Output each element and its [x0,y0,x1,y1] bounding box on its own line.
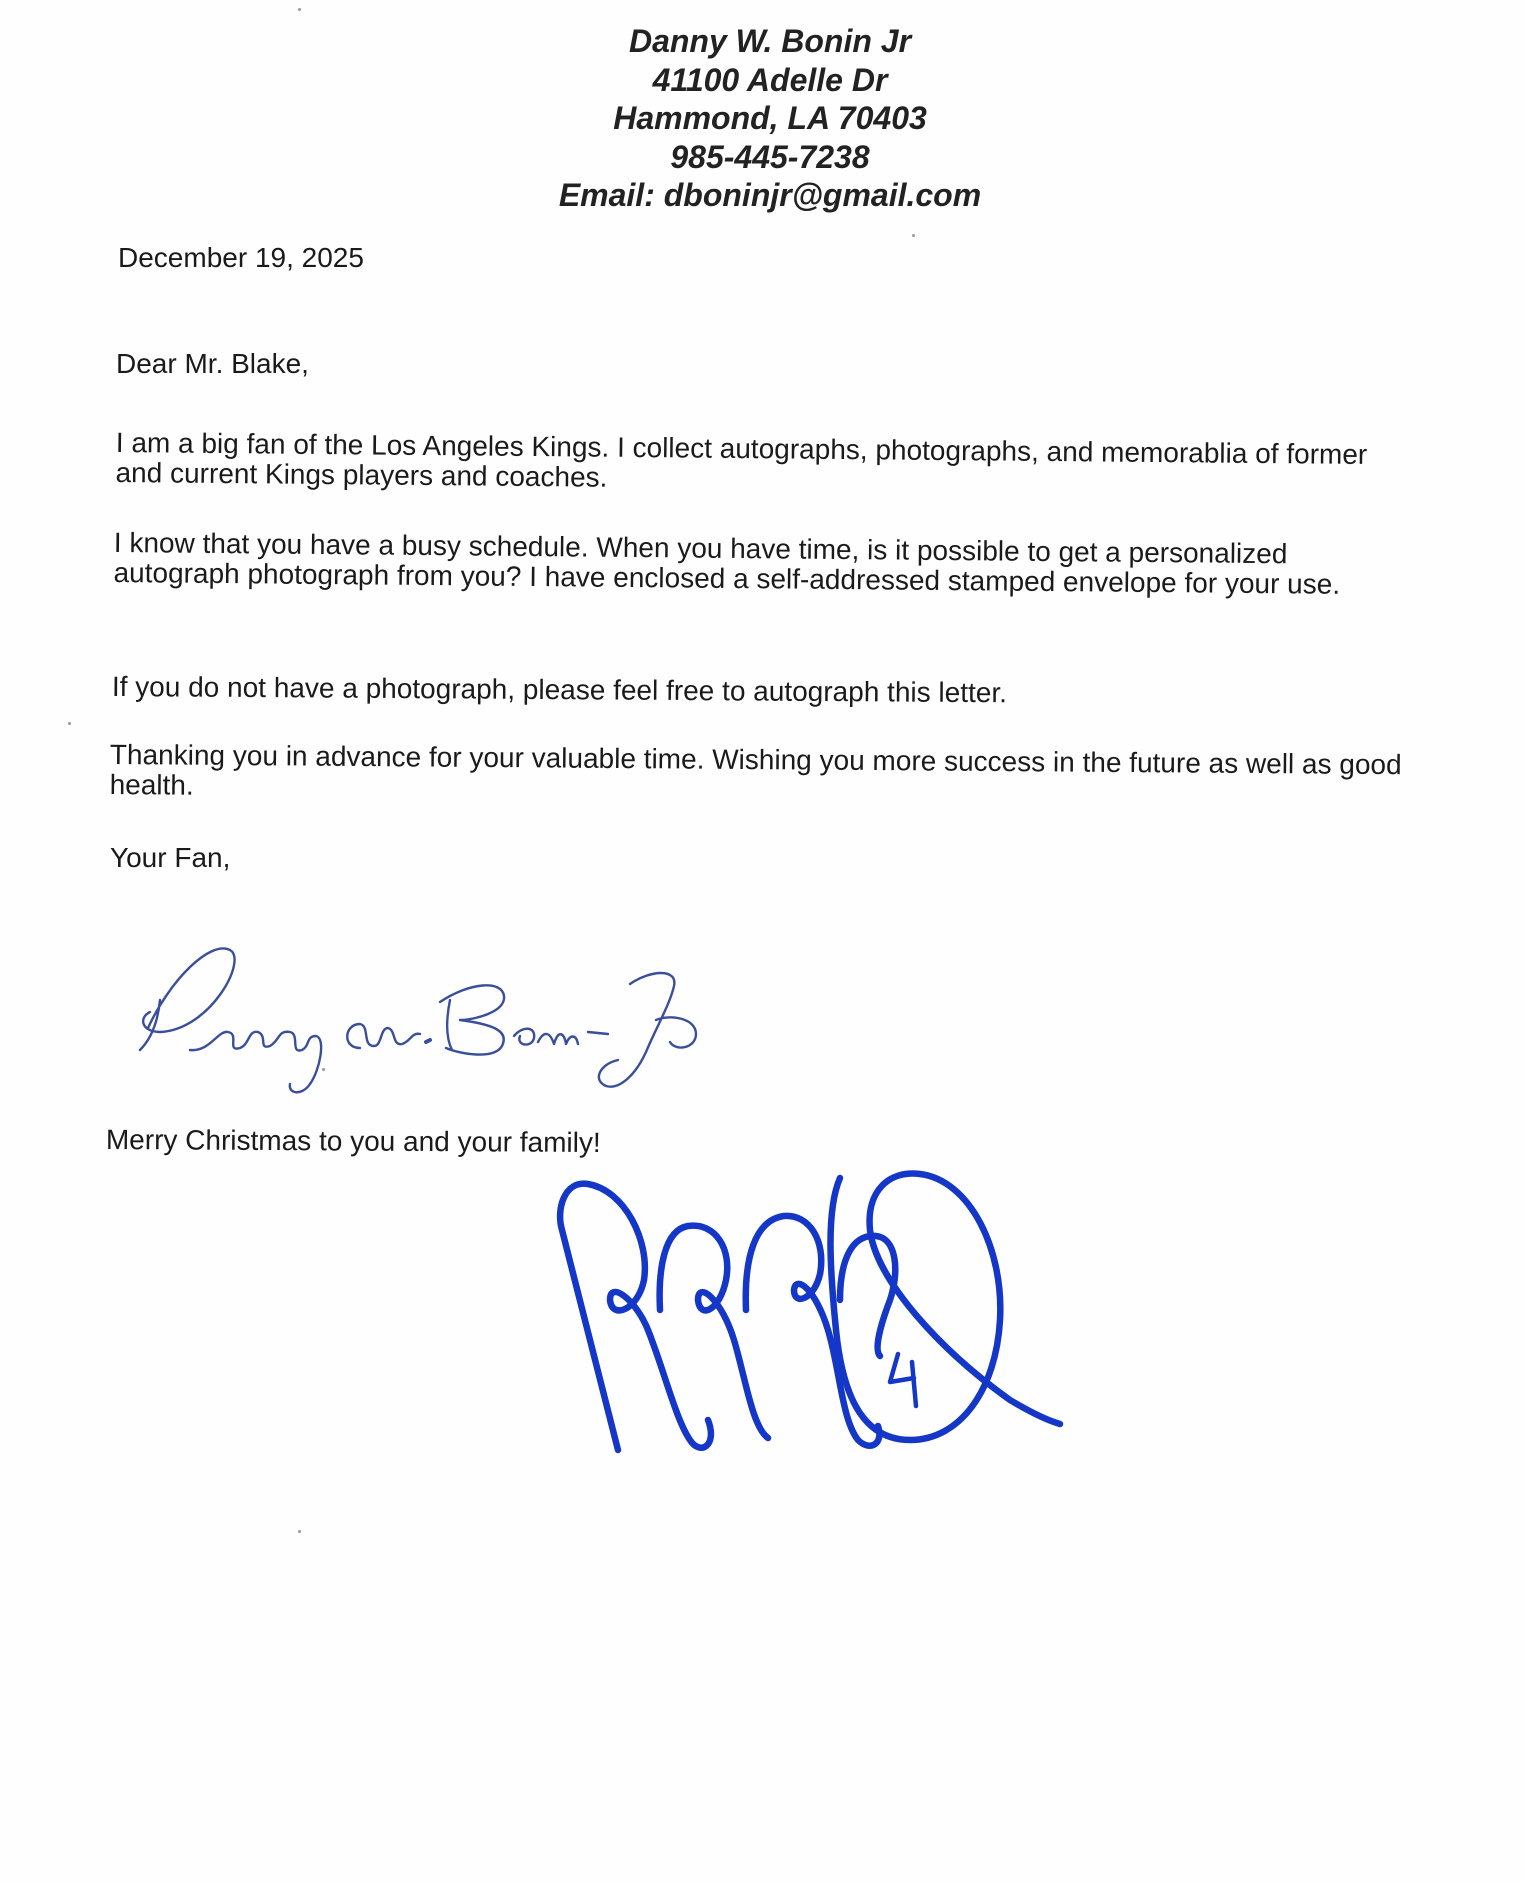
scan-speck [912,234,915,237]
christmas-greeting: Merry Christmas to you and your family! [105,1124,601,1159]
letter-date: December 19, 2025 [118,242,364,273]
paragraph-3: If you do not have a photograph, please feel free to autograph this letter. [111,671,1008,709]
scan-speck [322,1068,325,1071]
sender-phone: 985-445-7238 [670,138,870,175]
paragraph-2: I know that you have a busy schedule. When you have time, is it possible to get a personalized autograph photograph from you? I have enclosed a self-addressed stamped envelope for your use. [113,527,1341,600]
scan-speck [68,722,71,725]
paragraph-1: I am a big fan of the Los Angeles Kings. I collect autographs, photographs, and memorablia of former and current Kings players and coaches. [115,427,1368,493]
sender-street: 41100 Adelle Dr [652,61,888,98]
scan-speck [298,1530,301,1533]
salutation: Dear Mr. Blake, [116,348,309,379]
sender-city: Hammond, LA 70403 [613,100,927,136]
autograph-signature [540,1150,1100,1480]
sender-name: Danny W. Bonin Jr [628,23,912,59]
closing: Your Fan, [110,842,231,873]
sender-email: Email: dboninjr@gmail.com [558,177,982,213]
scan-speck [298,8,301,11]
paragraph-4: Thanking you in advance for your valuable time. Wishing you more success in the future as well as good health. [109,739,1402,801]
letterhead [0,22,1524,215]
sender-signature [130,920,730,1100]
